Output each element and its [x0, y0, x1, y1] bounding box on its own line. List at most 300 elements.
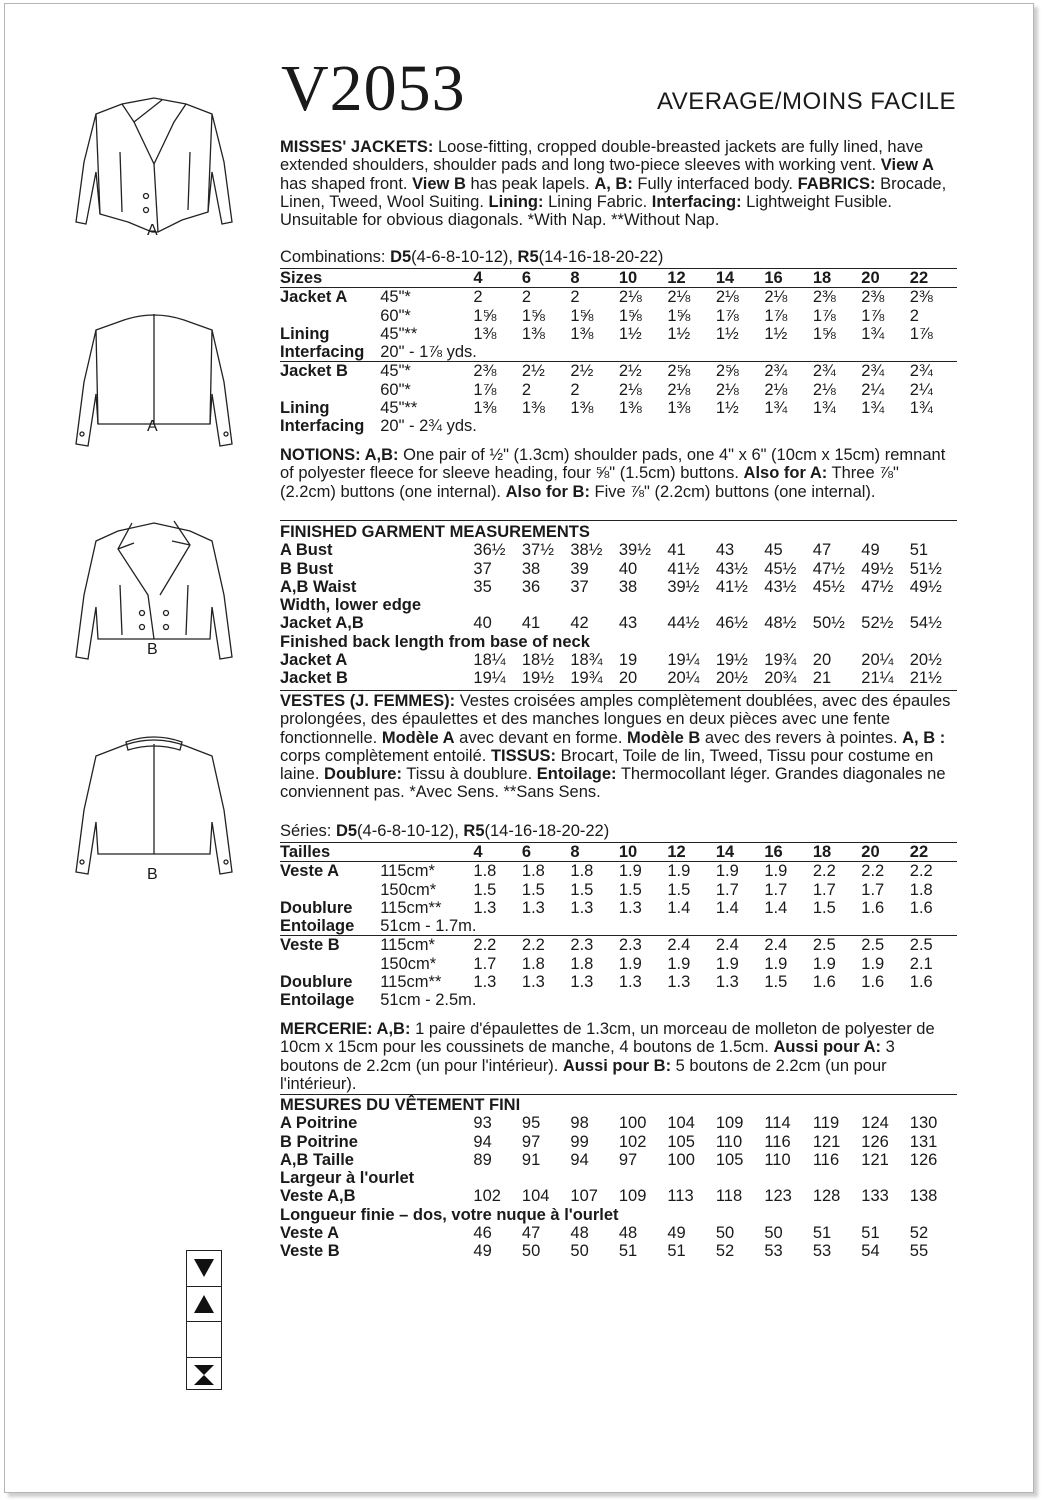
- column-header: 8: [570, 269, 618, 288]
- table-cell: 51½: [909, 559, 942, 578]
- table-cell: 100: [618, 1114, 647, 1133]
- table-cell: 1¾: [909, 399, 933, 418]
- table-cell: 41: [521, 614, 541, 633]
- fabric-width: 150cm*: [380, 880, 437, 899]
- english-yardage-table: [280, 268, 957, 436]
- table-cell: 52: [715, 1242, 735, 1261]
- table-cell: 2.4: [667, 936, 715, 955]
- row-label: Width, lower edge: [280, 596, 422, 615]
- table-cell: 21: [812, 669, 832, 688]
- row-label: A,B Taille: [280, 1150, 354, 1169]
- row-label: Entoilage: [280, 991, 355, 1010]
- french-combinations: Séries: D5(4-6-8-10-12), R5(14-16-18-20-22): [280, 822, 610, 840]
- table-cell: 119: [812, 1114, 840, 1133]
- column-header: 12: [667, 269, 715, 288]
- table-cell: 20½: [909, 651, 942, 670]
- divider: [280, 690, 957, 691]
- table-cell: 51: [909, 541, 929, 560]
- table-cell: 1.6: [909, 898, 933, 917]
- table-cell: 19¼: [473, 669, 506, 688]
- table-cell: 1.3: [715, 973, 739, 992]
- table-cell: 2.3: [570, 936, 618, 955]
- table-cell: 1⅜: [570, 324, 594, 343]
- table-cell: 1⅝: [473, 306, 497, 325]
- table-cell: 42: [570, 614, 589, 633]
- row-label: Veste B: [280, 1242, 340, 1261]
- table-cell: 1.4: [667, 898, 691, 917]
- table-row: [280, 1224, 957, 1242]
- table-cell: 37: [473, 559, 492, 578]
- column-header: 6: [522, 843, 570, 862]
- table-cell: 102: [473, 1187, 501, 1206]
- table-cell: 1.8: [570, 862, 594, 881]
- table-row: [280, 560, 957, 578]
- row-label: Jacket A: [280, 288, 348, 307]
- table-cell: 47½: [812, 559, 845, 578]
- table-cell: 126: [909, 1150, 938, 1169]
- row-label: Finished back length from base of neck: [280, 632, 590, 651]
- table-cell: 54: [861, 1242, 880, 1261]
- sketch-view-a-front: [62, 92, 247, 242]
- table-cell: 2¼: [909, 380, 933, 399]
- table-row: [280, 991, 957, 1009]
- table-cell: 48½: [764, 614, 797, 633]
- table-cell: 35: [473, 577, 492, 596]
- row-label: Jacket A: [280, 651, 348, 670]
- table-row: [280, 899, 957, 917]
- english-measurements-table: [280, 523, 957, 688]
- table-cell: 110: [764, 1150, 791, 1169]
- table-cell: 45½: [764, 559, 797, 578]
- column-header: 20: [861, 269, 909, 288]
- table-cell: 1⅞: [715, 306, 739, 325]
- table-cell: 1.8: [473, 862, 497, 881]
- column-header: 8: [570, 843, 618, 862]
- column-header: 20: [861, 843, 909, 862]
- table-row: [280, 917, 957, 936]
- table-cell: 121: [812, 1132, 841, 1151]
- table-cell: 41: [667, 541, 686, 560]
- table-cell: 1.3: [570, 973, 594, 992]
- table-cell: 2⅜: [812, 288, 836, 307]
- column-header: 16: [764, 843, 812, 862]
- table-cell: 49½: [861, 559, 894, 578]
- table-cell: 51: [667, 1242, 686, 1261]
- blank-symbol-cell: [187, 1322, 221, 1358]
- table-cell: 52½: [861, 614, 894, 633]
- table-cell: 95: [521, 1114, 541, 1133]
- table-cell: 2½: [619, 362, 667, 381]
- table-cell: 1.5: [812, 898, 836, 917]
- table-cell: 51: [861, 1224, 880, 1243]
- fabric-width: 45"*: [380, 362, 473, 381]
- french-notions: MERCERIE: A,B: 1 paire d'épaulettes de 1.3cm, un morceau de molleton de polyester de 10cm x 15cm pour les coussinets de manche, 4 boutons de 1.5cm. Aussi pour A: 3 boutons de 2.2cm (un pour l'intérieur). Aussi pour B: 5 boutons de 2.2cm (un pour l'intérieur).: [280, 1020, 935, 1093]
- row-label: [280, 955, 380, 973]
- table-cell: 2.4: [764, 936, 812, 955]
- table-cell: 48: [570, 1224, 589, 1243]
- table-cell: 2⅛: [812, 380, 836, 399]
- hourglass-icon: [187, 1358, 221, 1393]
- table-cell: 2½: [570, 362, 618, 381]
- table-cell: 99: [570, 1132, 589, 1151]
- table-cell: 18¼: [473, 651, 506, 670]
- table-cell: 2⅛: [667, 380, 691, 399]
- table-cell: 1⅞: [473, 380, 497, 399]
- table-cell: 2: [521, 380, 532, 399]
- table-cell: 36: [521, 577, 541, 596]
- table-cell: 1.5: [764, 973, 788, 992]
- table-cell: 102: [618, 1132, 647, 1151]
- table-cell: 19¼: [667, 651, 700, 670]
- table-cell: 2⅛: [667, 288, 691, 307]
- row-label: A Bust: [280, 541, 333, 560]
- table-cell: 1½: [618, 324, 642, 343]
- table-cell: 40: [473, 614, 492, 633]
- table-cell: 1.3: [618, 973, 642, 992]
- row-label: B Bust: [280, 559, 334, 578]
- table-cell: 50: [715, 1224, 735, 1243]
- table-cell: 1¾: [861, 399, 885, 418]
- table-cell: 55: [909, 1242, 929, 1261]
- table-cell: 48: [618, 1224, 638, 1243]
- column-header: 18: [813, 843, 861, 862]
- fabric-width: 45"**: [380, 399, 418, 418]
- table-cell: 107: [570, 1187, 598, 1206]
- table-cell: 1.3: [667, 973, 691, 992]
- row-label: Veste A: [280, 862, 340, 881]
- column-header: 10: [619, 269, 667, 288]
- table-cell: 2.1: [909, 954, 933, 973]
- table-cell: 1.6: [861, 898, 885, 917]
- fabric-width: 60"*: [380, 306, 411, 325]
- column-header: 4: [473, 269, 521, 288]
- table-row: [280, 881, 957, 899]
- table-cell: 2: [521, 288, 532, 307]
- table-cell: 1.8: [521, 862, 545, 881]
- table-cell: 138: [909, 1187, 938, 1206]
- table-cell: 1⅞: [764, 306, 788, 325]
- english-description: MISSES' JACKETS: Loose-fitting, cropped double-breasted jackets are fully lined, have extended shoulders, shoulder pads and long two-piece sleeves with working vent. View A has shaped front. View B has peak lapels. A, B: Fully interfaced body. FABRICS: Brocade, Linen, Tweed, Wool Suiting. Lining: Lining Fabric. Interfacing: Lightweight Fusible. Unsuitable for obvious diagonals. *With Nap. **Without Nap.: [280, 138, 947, 230]
- table-cell: 2¾: [910, 362, 957, 381]
- table-cell: 1.6: [861, 973, 885, 992]
- row-label: Veste A,B: [280, 1187, 356, 1206]
- table-cell: 45: [764, 541, 783, 560]
- table-cell: 2.2: [522, 936, 570, 955]
- table-cell: 104: [521, 1187, 550, 1206]
- table-cell: 43: [715, 541, 735, 560]
- table-cell: 41½: [715, 577, 748, 596]
- table-cell: 2.2: [909, 862, 933, 881]
- table-cell: 50: [521, 1242, 541, 1261]
- table-cell: 118: [715, 1187, 743, 1206]
- table-cell: 19½: [521, 669, 554, 688]
- column-header: 16: [764, 269, 812, 288]
- table-cell: 1⅞: [861, 306, 885, 325]
- table-cell: 1.9: [667, 862, 691, 881]
- table-row: [280, 325, 957, 343]
- table-cell: 46: [473, 1224, 492, 1243]
- fabric-width: 45"**: [380, 324, 418, 343]
- column-header: 10: [619, 843, 667, 862]
- table-cell: 130: [909, 1114, 938, 1133]
- table-cell: 1.3: [618, 898, 642, 917]
- table-row: [280, 955, 957, 973]
- table-cell: 2⅛: [715, 288, 739, 307]
- table-cell: 2.5: [910, 936, 957, 955]
- table-cell: 131: [909, 1132, 938, 1151]
- row-label: Interfacing: [280, 343, 365, 362]
- table-row: [280, 862, 957, 881]
- table-cell: 1¾: [861, 324, 885, 343]
- table-cell: 126: [861, 1132, 889, 1151]
- table-cell: 1.9: [618, 862, 642, 881]
- table-cell: 47½: [861, 577, 894, 596]
- table-cell: 123: [764, 1187, 792, 1206]
- table-cell: 2: [570, 288, 580, 307]
- table-cell: 38: [618, 577, 638, 596]
- table-cell: 124: [861, 1114, 889, 1133]
- fabric-width: 45"*: [380, 288, 411, 307]
- table-row: [280, 614, 957, 632]
- table-cell: 1⅝: [667, 306, 691, 325]
- table-cell: 105: [715, 1150, 744, 1169]
- table-cell: 1.4: [764, 898, 788, 917]
- table-cell: 1.3: [473, 898, 497, 917]
- table-cell: 2.2: [861, 862, 885, 881]
- table-cell: 89: [473, 1150, 492, 1169]
- table-cell: 2: [909, 306, 919, 325]
- table-cell: 37: [570, 577, 589, 596]
- row-label: Lining: [280, 324, 330, 343]
- table-title-row: [280, 1096, 957, 1114]
- table-row: [280, 1187, 957, 1205]
- table-cell: 41½: [667, 559, 700, 578]
- row-label: B Poitrine: [280, 1132, 358, 1151]
- table-row: [280, 1114, 957, 1132]
- table-cell: 50: [764, 1224, 783, 1243]
- table-cell: 20¼: [667, 669, 700, 688]
- fabric-width: 150cm*: [380, 954, 437, 973]
- view-label-a-front: A: [147, 222, 158, 239]
- fabric-width: 60"*: [380, 380, 411, 399]
- table-cell: 1.3: [521, 973, 545, 992]
- table-cell: 2¼: [861, 380, 885, 399]
- row-label: Jacket A,B: [280, 614, 364, 633]
- table-row: [280, 381, 957, 399]
- row-label: Doublure: [280, 973, 353, 992]
- table-cell: 2⅛: [764, 288, 788, 307]
- table-cell: 1.7: [764, 880, 788, 899]
- table-cell: 47: [521, 1224, 541, 1243]
- table-cell: 1.3: [570, 898, 594, 917]
- table-cell: 1.8: [909, 880, 933, 899]
- table-cell: 100: [667, 1150, 695, 1169]
- table-cell: 116: [764, 1132, 791, 1151]
- table-cell: 20¼: [861, 651, 894, 670]
- table-cell: 2⅛: [715, 380, 739, 399]
- triangle-up-icon: [187, 1287, 221, 1323]
- table-cell: 1.5: [521, 880, 545, 899]
- table-row: [280, 1169, 957, 1187]
- table-cell: 1¾: [764, 399, 788, 418]
- table-cell: 39: [570, 559, 589, 578]
- row-label: Interfacing: [280, 417, 365, 436]
- table-cell: 1.9: [764, 862, 788, 881]
- view-label-a-back: A: [147, 418, 158, 435]
- table-cell: 98: [570, 1114, 589, 1133]
- table-cell: 19½: [715, 651, 748, 670]
- table-cell: 2.5: [813, 936, 861, 955]
- difficulty-label: AVERAGE/MOINS FACILE: [657, 88, 956, 115]
- table-cell: 43½: [764, 577, 797, 596]
- table-cell: 2⅛: [618, 380, 642, 399]
- fabric-width: 115cm*: [380, 862, 435, 881]
- table-cell: 2⅝: [667, 362, 715, 381]
- table-cell: 38: [521, 559, 541, 578]
- table-cell: 1.7: [473, 954, 497, 973]
- table-row: [280, 596, 957, 614]
- column-header: 14: [716, 843, 764, 862]
- table-cell: 43½: [715, 559, 748, 578]
- table-cell: 1⅜: [521, 399, 545, 418]
- column-header: 12: [667, 843, 715, 862]
- table-cell: 21¼: [861, 669, 894, 688]
- table-cell: 2¾: [861, 362, 909, 381]
- table-cell: 1⅝: [521, 306, 545, 325]
- table-cell: 1.9: [715, 954, 739, 973]
- sketch-view-b-back: [62, 730, 247, 880]
- table-cell: 49½: [909, 577, 942, 596]
- table-cell: 2⅜: [861, 288, 885, 307]
- table-cell: 1½: [764, 324, 788, 343]
- table-cell: 104: [667, 1114, 695, 1133]
- table-cell: 109: [618, 1187, 647, 1206]
- french-yardage-table: [280, 842, 957, 1010]
- table-cell: 19¾: [570, 669, 603, 688]
- table-row: [280, 362, 957, 381]
- table-cell: 94: [473, 1132, 492, 1151]
- table-cell: 20¾: [764, 669, 797, 688]
- table-cell: 1.9: [861, 954, 885, 973]
- table-cell: 93: [473, 1114, 492, 1133]
- table-cell: 121: [861, 1150, 889, 1169]
- table-cell: 1⅜: [473, 324, 497, 343]
- table-cell: 53: [764, 1242, 783, 1261]
- view-label-b-front: B: [147, 641, 158, 658]
- table-cell: 128: [812, 1187, 841, 1206]
- column-header: 22: [910, 269, 957, 288]
- table-cell: 114: [764, 1114, 791, 1133]
- table-cell: 1½: [715, 399, 739, 418]
- table-cell: 43: [618, 614, 638, 633]
- table-row: [280, 288, 957, 307]
- row-label: Entoilage: [280, 917, 355, 936]
- table-cell: 1⅜: [667, 399, 691, 418]
- table-cell: 45½: [812, 577, 845, 596]
- table-cell: 1⅝: [570, 306, 594, 325]
- table-cell: 97: [618, 1150, 638, 1169]
- table-cell: 2¾: [764, 362, 812, 381]
- french-measurements-table: [280, 1096, 957, 1261]
- measurements-title: MESURES DU VÊTEMENT FINI: [280, 1096, 521, 1114]
- column-header: [380, 843, 473, 862]
- english-notions: NOTIONS: A,B: One pair of ½" (1.3cm) shoulder pads, one 4" x 6" (10cm x 15cm) remnant of polyester fleece for sleeve heading, four ⅝" (1.5cm) buttons. Also for A: Three ⅞" (2.2cm) buttons (one internal). Also for B: Five ⅞" (2.2cm) buttons (one internal).: [280, 446, 946, 501]
- table-cell: 36½: [473, 541, 506, 560]
- table-cell: 53: [812, 1242, 832, 1261]
- table-cell: 1.4: [715, 898, 739, 917]
- table-cell: 105: [667, 1132, 695, 1151]
- table-cell: 1.9: [812, 954, 836, 973]
- table-cell: 2⅝: [716, 362, 764, 381]
- table-cell: 110: [715, 1132, 743, 1151]
- table-cell: 2⅜: [473, 362, 521, 381]
- table-cell: 1⅜: [521, 324, 545, 343]
- table-cell: 1.6: [812, 973, 836, 992]
- table-cell: 113: [667, 1187, 694, 1206]
- row-label: Veste A: [280, 1224, 340, 1243]
- table-cell: 1.7: [861, 880, 885, 899]
- table-cell: 40: [618, 559, 638, 578]
- table-cell: 20: [618, 669, 638, 688]
- table-row: [280, 1151, 957, 1169]
- table-row: [280, 541, 957, 559]
- fabric-width: 20" - 1⅞ yds.: [380, 343, 477, 362]
- table-cell: 2.2: [473, 936, 521, 955]
- table-cell: 2¾: [813, 362, 861, 381]
- table-cell: 1½: [715, 324, 739, 343]
- table-cell: 51: [618, 1242, 638, 1261]
- divider: [280, 1094, 957, 1095]
- table-cell: 1⅜: [570, 399, 594, 418]
- table-cell: 1.9: [667, 954, 691, 973]
- table-cell: 1⅞: [812, 306, 836, 325]
- table-row: [280, 417, 957, 435]
- table-cell: 2.3: [619, 936, 667, 955]
- table-cell: 1.6: [909, 973, 933, 992]
- column-header: 6: [522, 269, 570, 288]
- table-cell: 2.4: [716, 936, 764, 955]
- table-cell: 2½: [522, 362, 570, 381]
- table-cell: 1.8: [570, 954, 594, 973]
- table-cell: 1.3: [473, 973, 497, 992]
- table-cell: 1.3: [521, 898, 545, 917]
- table-cell: 49: [473, 1242, 492, 1261]
- row-label: Jacket B: [280, 362, 380, 381]
- table-row: [280, 936, 957, 955]
- table-cell: 20: [812, 651, 832, 670]
- table-cell: 1.5: [570, 880, 594, 899]
- divider: [280, 520, 957, 521]
- column-header: Tailles: [280, 843, 380, 862]
- view-label-b-back: B: [147, 866, 158, 883]
- triangle-down-icon: [187, 1251, 221, 1287]
- french-description: VESTES (J. FEMMES): Vestes croisées amples complètement doublées, avec des épaules prolongées, des épaulettes et des manches longues en deux pièces avec une fente fonctionnelle. Modèle A avec devant en forme. Modèle B avec des revers à pointes. A, B : corps complètement entoilé. TISSUS: Brocart, Toile de lin, Tweed, Tissu pour costume en laine. Doublure: Tissu à doublure. Entoilage: Thermocollant léger. Grandes diagonales ne conviennent pas. *Avec Sens. **Sans Sens.: [280, 692, 951, 802]
- table-cell: 46½: [715, 614, 748, 633]
- table-cell: 1.5: [667, 880, 691, 899]
- table-cell: 21½: [909, 669, 942, 688]
- table-cell: 1¾: [812, 399, 836, 418]
- table-cell: 37½: [521, 541, 554, 560]
- table-row: [280, 307, 957, 325]
- table-cell: 50½: [812, 614, 845, 633]
- table-cell: 50: [570, 1242, 589, 1261]
- row-label: Lining: [280, 399, 330, 418]
- row-label: Veste B: [280, 936, 380, 955]
- table-cell: 39½: [618, 541, 651, 560]
- table-cell: 94: [570, 1150, 589, 1169]
- table-cell: 109: [715, 1114, 744, 1133]
- table-cell: 2⅛: [764, 380, 788, 399]
